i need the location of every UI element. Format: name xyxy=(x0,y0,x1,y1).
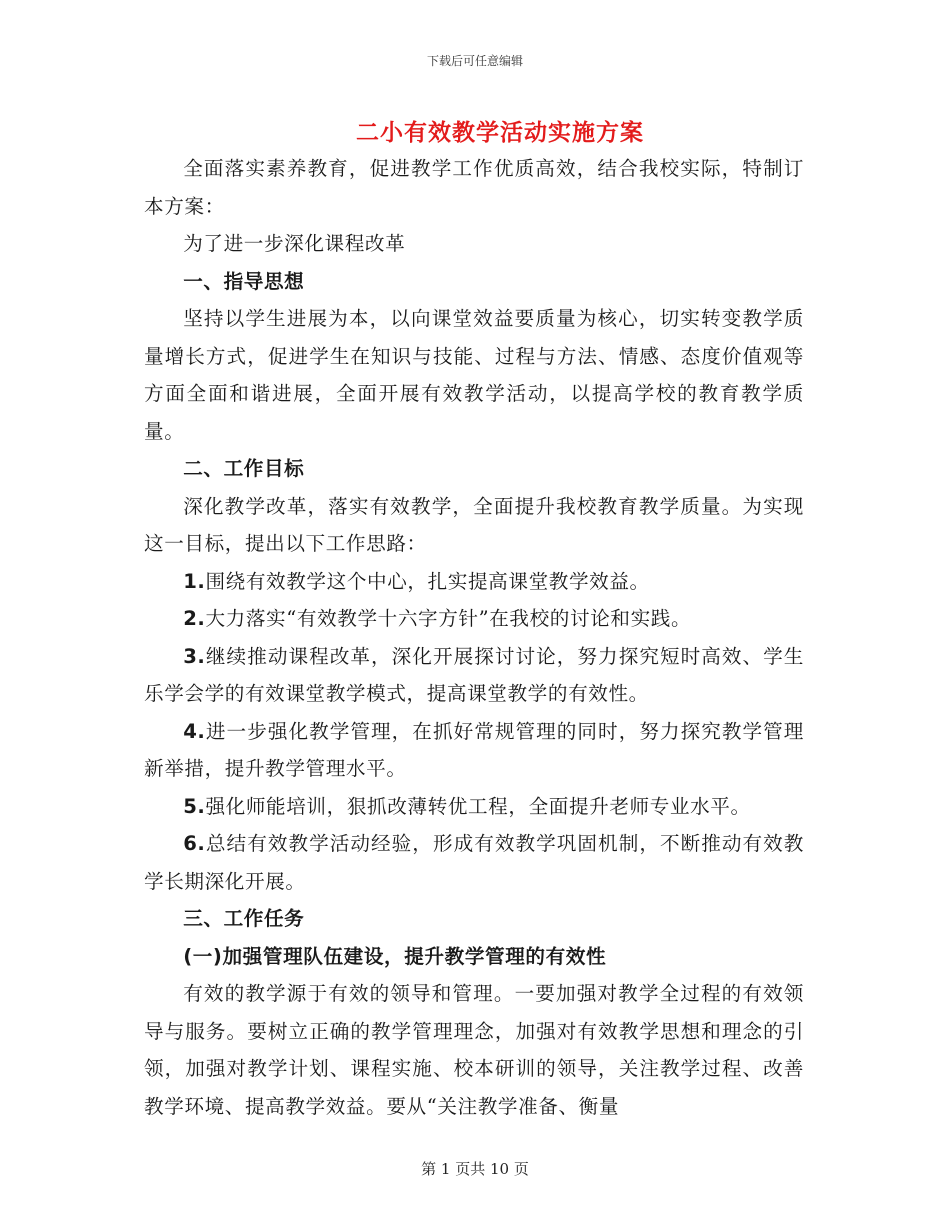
section-body-work-tasks: 有效的教学源于有效的领导和管理。一要加强对教学全过程的有效领导与服务。要树立正确的教学管理理念，加强对有效教学思想和理念的引领，加强对教学计划、课程实施、校本研训的领导，关注教学过程、改善教学环境、提高教学效益。要从“关注教学准备、衡量 xyxy=(144,982,804,1118)
page-header-note: 下载后可任意编辑 xyxy=(426,54,523,68)
goal-item-text: 围绕有效教学这个中心，扎实提高课堂教学效益。 xyxy=(205,569,650,593)
section-body-work-goals: 深化教学改革，落实有效教学，全面提升我校教育教学质量。为实现这一目标，提出以下工作思路： xyxy=(144,494,804,555)
goal-item xyxy=(144,600,804,638)
section-heading-work-tasks: 三、工作任务 xyxy=(183,907,305,930)
section-body-guiding-ideology: 坚持以学生进展为本，以向课堂效益要质量为核心，切实转变教学质量增长方式，促进学生在知识与技能、过程与方法、情感、态度价值观等方面全面和谐进展，全面开展有效教学活动，以提高学校的教育教学质量。 xyxy=(144,307,804,443)
intro-paragraph: 全面落实素养教育，促进教学工作优质高效，结合我校实际，特制订本方案： xyxy=(144,157,804,218)
document-body xyxy=(144,150,804,1125)
goal-item-text: 继续推动课程改革，深化开展探讨讨论，努力探究短时高效、学生乐学会学的有效课堂教学模式，提高课堂教学的有效性。 xyxy=(144,644,804,705)
goal-item-text: 进一步强化教学管理，在抓好常规管理的同时，努力探究教学管理新举措，提升教学管理水平。 xyxy=(144,719,804,780)
goal-item-number: 6. xyxy=(183,832,206,855)
goal-item-text: 强化师能培训，狠抓改薄转优工程，全面提升老师专业水平。 xyxy=(205,794,751,818)
goal-item xyxy=(144,638,804,713)
goal-item-number: 4. xyxy=(183,719,206,743)
document-title: 二小有效教学活动实施方案 xyxy=(356,120,644,146)
goal-item-number: 5. xyxy=(183,794,206,818)
section-heading-work-goals: 二、工作目标 xyxy=(183,457,305,480)
goal-item-number: 1. xyxy=(183,569,206,593)
lead-paragraph: 为了进一步深化课程改革 xyxy=(183,232,406,255)
section-heading-guiding-ideology: 一、指导思想 xyxy=(183,269,305,293)
page-footer-page-number: 第 1 页共 10 页 xyxy=(421,1160,529,1178)
goal-item-text: 大力落实“有效教学十六字方针”在我校的讨论和实践。 xyxy=(205,607,692,630)
goal-item-number: 2. xyxy=(183,607,206,630)
goal-item-text: 总结有效教学活动经验，形成有效教学巩固机制，不断推动有效教学长期深化开展。 xyxy=(144,832,804,893)
goal-item xyxy=(144,563,804,601)
goal-item xyxy=(144,788,804,826)
goal-item xyxy=(144,825,804,900)
subsection-heading-management: (一)加强管理队伍建设，提升教学管理的有效性 xyxy=(183,944,607,968)
goal-item xyxy=(144,713,804,788)
goal-item-number: 3. xyxy=(183,644,206,668)
